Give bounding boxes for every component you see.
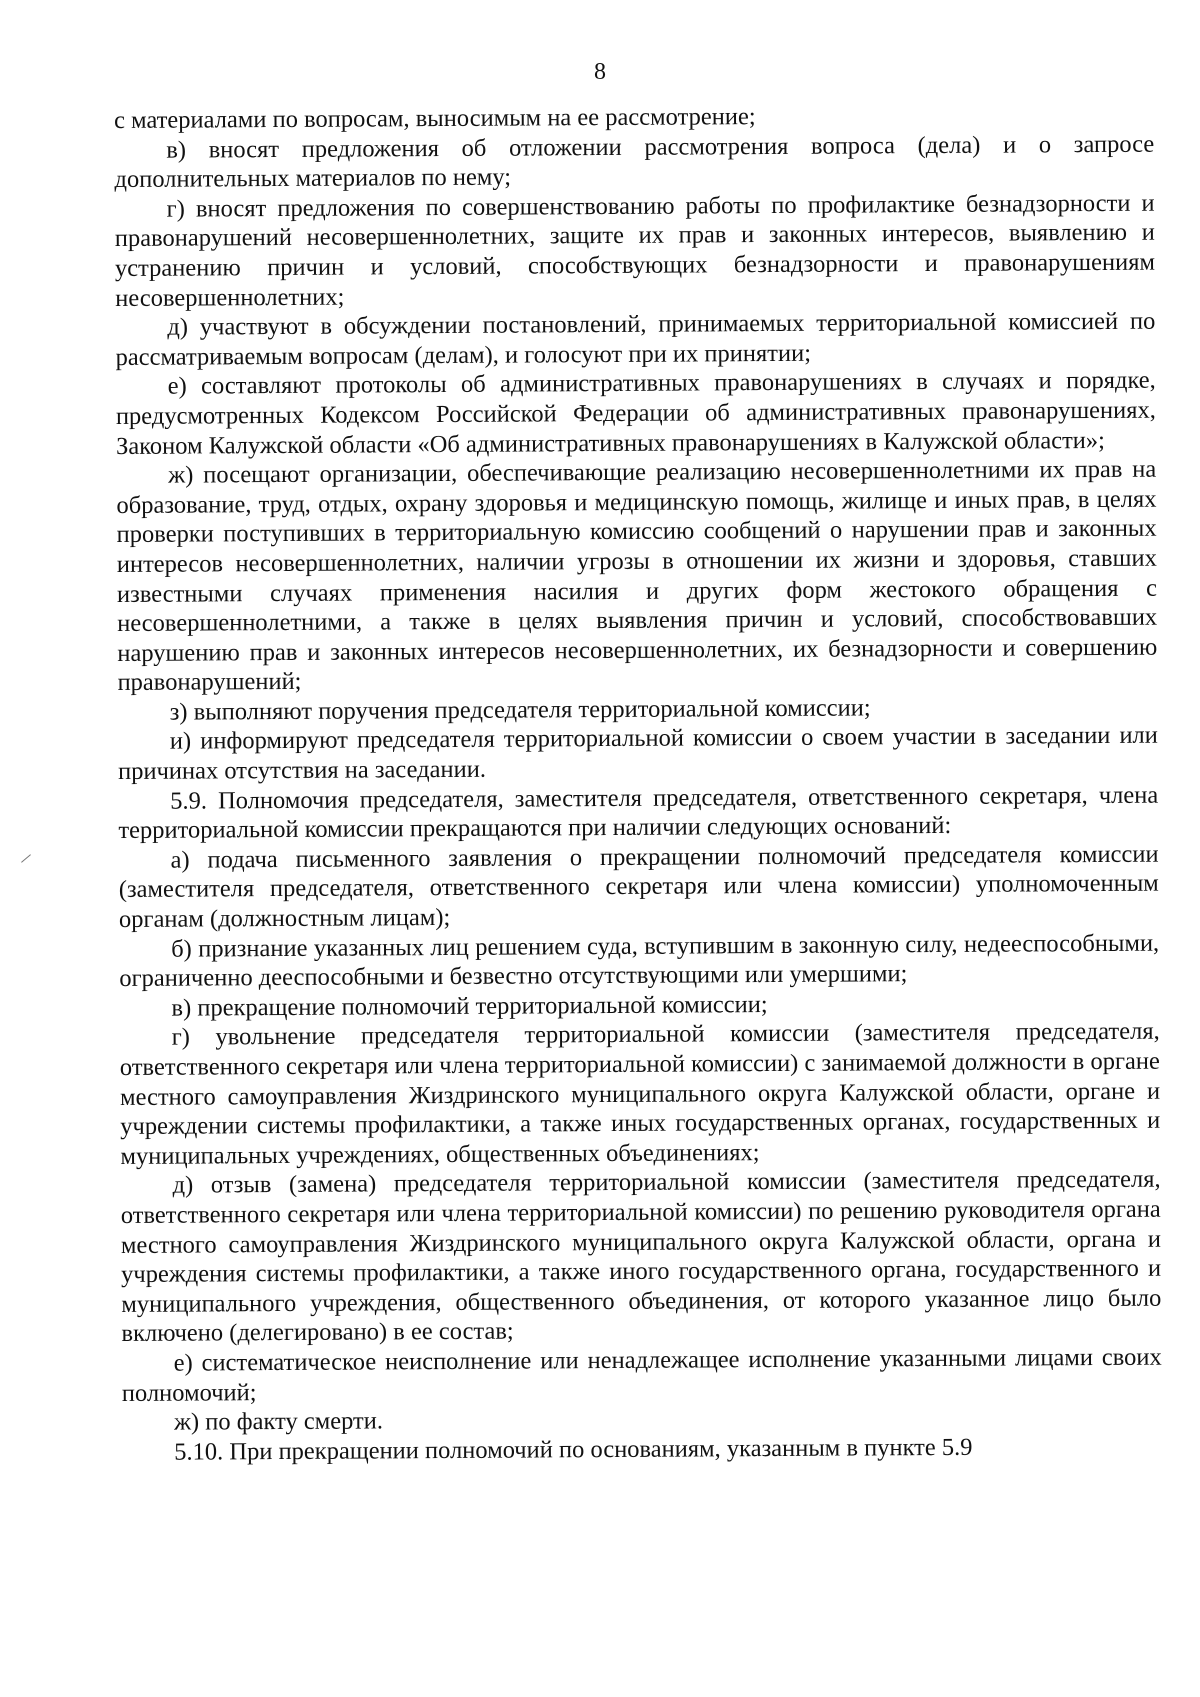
paragraph: 5.10. При прекращении полномочий по основаниям, указанным в пункте 5.9 [174,1433,973,1466]
page-number: 8 [594,59,606,85]
paragraph: с материалами по вопросам, выносимым на ее рассмотрение; [114,103,756,134]
paragraph: б) признание указанных лиц решением суда, вступившим в законную силу, недееспособными, ограниченно дееспособными и безвестно отсутствующими или умершими; [119,929,1160,993]
paragraph: ж) посещают организации, обеспечивающие реализацию несовершеннолетними их прав на образование, труд, отдых, охрану здоровья и медицинскую помощь, жилище и иных прав, в целях проверки поступивших в территориальную комиссию сообщений о нарушении прав и законных интересов несовершеннолетних, наличии угрозы в отношении их жизни и здоровья, ставших известными случаях применения насилия и других форм жестокого обращения с несовершеннолетними, а также в целях выявления причин и условий, способствовавших нарушению прав и законных интересов несовершеннолетних, их безнадзорности и совершению правонарушений; [116,455,1158,697]
scan-artifact-mark [21,854,31,862]
paragraph: г) вносят предложения по совершенствованию работы по профилактике безнадзорности и правонарушений несовершеннолетних, защите их прав и законных интересов, выявлению и устранению причин и условий, способствующих безнадзорности и правонарушениям несовершеннолетних; [114,189,1156,312]
document-body [114,100,1162,1468]
paragraph: е) систематическое неисполнение или ненадлежащее исполнение указанными лицами своих полномочий; [121,1343,1162,1407]
paragraph: д) участвуют в обсуждении постановлений, принимаемых территориальной комиссией по рассматриваемым вопросам (делам), и голосуют при их принятии; [115,307,1156,371]
paragraph: ж) по факту смерти. [173,1407,384,1436]
paragraph: в) прекращение полномочий территориальной комиссии; [171,990,768,1022]
paragraph: д) отзыв (замена) председателя территориальной комиссии (заместителя председателя, ответственного секретаря или члена территориальной комиссии) по решению руководителя органа местного самоуправления Жиздринского муниципального округа Калужской области, органа и учреждения системы профилактики, а также иного государственного органа, государственного и муниципального учреждения, общественного объединения, от которого указанное лицо было включено (делегировано) в ее состав; [120,1166,1162,1348]
paragraph: г) увольнение председателя территориальной комиссии (заместителя председателя, ответственного секретаря или члена территориальной комиссии) с занимаемой должности в органе местного самоуправления Жиздринского муниципального округа Калужской области, органе и учреждении системы профилактики, а также иных государственных органах, государственных и муниципальных учреждениях, общественных объединениях; [119,1018,1161,1170]
paragraph: в) вносят предложения об отложении рассмотрения вопроса (дела) и о запросе дополнительных материалов по нему; [114,130,1155,194]
paragraph: и) информируют председателя территориальной комиссии о своем участии в заседании или причинах отсутствия на заседании. [117,722,1158,786]
paragraph: з) выполняют поручения председателя территориальной комиссии; [169,694,871,726]
paragraph: а) подача письменного заявления о прекращении полномочий председателя комиссии (заместителя председателя, ответственного секретаря или члена комиссии) уполномоченным органам (должностным лицам); [118,840,1159,934]
paragraph: е) составляют протоколы об административных правонарушениях в случаях и порядке, предусмотренных Кодексом Российской Федерации об административных правонарушениях, Законом Калужской области «Об административных правонарушениях в Калужской области»; [115,366,1156,460]
paragraph: 5.9. Полномочия председателя, заместителя председателя, ответственного секретаря, члена территориальной комиссии прекращаются при наличии следующих оснований: [118,781,1159,845]
